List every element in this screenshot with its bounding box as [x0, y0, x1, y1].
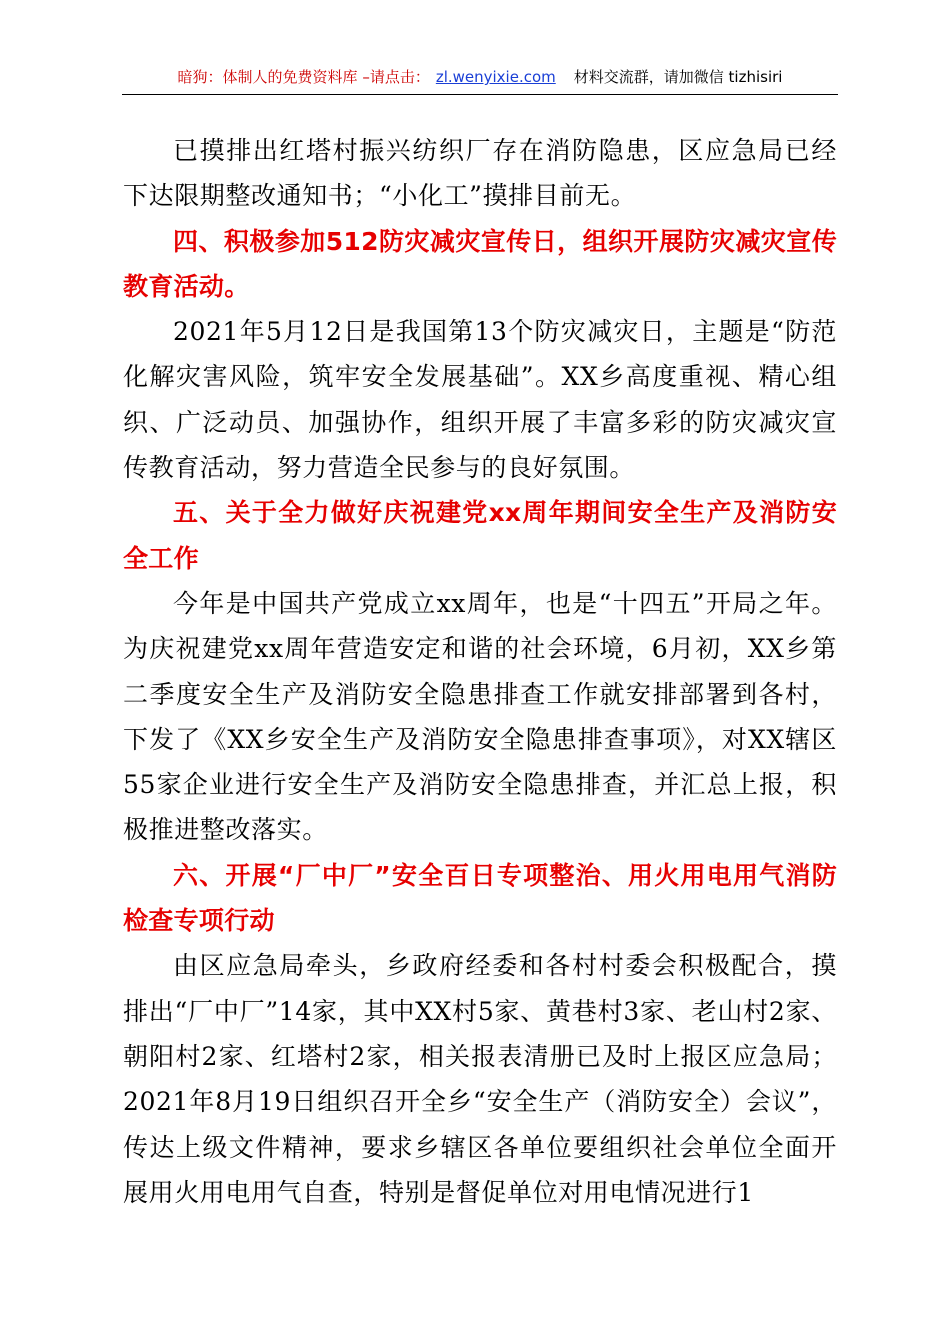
- section-heading-4: 四、积极参加512防灾减灾宣传日，组织开展防灾减灾宣传教育活动。: [123, 226, 837, 301]
- document-body: [123, 128, 837, 1215]
- page-header: [122, 66, 838, 95]
- paragraph-section-4: 2021年5月12日是我国第13个防灾减灾日，主题是“防范化解灾害风险，筑牢安全发展基础”。XX乡高度重视、精心组织、广泛动员、加强协作，组织开展了丰富多彩的防灾减灾宣传教育活动，努力营造全民参与的良好氛围。: [123, 317, 837, 483]
- paragraph-section-5: 今年是中国共产党成立xx周年，也是“十四五”开局之年。为庆祝建党xx周年营造安定和谐的社会环境，6月初，XX乡第二季度安全生产及消防安全隐患排查工作就安排部署到各村，下发了《XX乡安全生产及消防安全隐患排查事项》，对XX辖区55家企业进行安全生产及消防安全隐患排查，并汇总上报，积极推进整改落实。: [123, 588, 837, 845]
- header-link[interactable]: zl.wenyixie.com: [435, 68, 556, 86]
- header-site-title: 暗狗：体制人的免费资料库 –请点击：: [177, 68, 430, 86]
- paragraph-section-6: 由区应急局牵头，乡政府经委和各村村委会积极配合，摸排出“厂中厂”14家，其中XX村5家、黄巷村3家、老山村2家、朝阳村2家、红塔村2家，相关报表清册已及时上报区应急局；2021年8月19日组织召开全乡“安全生产（消防安全）会议”，传达上级文件精神，要求乡辖区各单位要组织社会单位全面开展用火用电用气自查，特别是督促单位对用电情况进行1: [123, 951, 837, 1207]
- section-heading-5: 五、关于全力做好庆祝建党xx周年期间安全生产及消防安全工作: [123, 498, 837, 573]
- section-heading-6: 六、开展“厂中厂”安全百日专项整治、用火用电用气消防检查专项行动: [123, 860, 837, 936]
- paragraph-continuation: 已摸排出红塔村振兴纺织厂存在消防隐患，区应急局已经下达限期整改通知书；“小化工”摸排目前无。: [123, 136, 837, 211]
- header-contact: 材料交流群，请加微信 tizhisiri: [573, 68, 783, 86]
